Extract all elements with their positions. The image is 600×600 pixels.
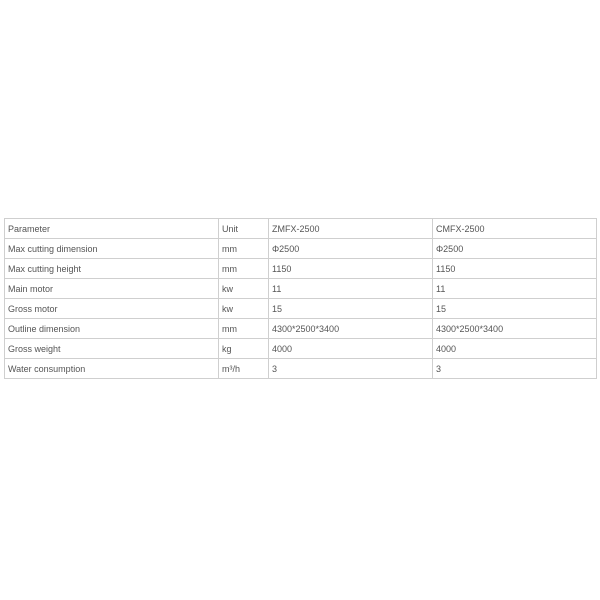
table-row	[5, 279, 597, 299]
row-value-zmfx: 15	[269, 299, 433, 319]
row-parameter: Max cutting height	[5, 259, 219, 279]
row-value-cmfx: 3	[433, 359, 597, 379]
header-parameter: Parameter	[5, 219, 219, 239]
row-value-cmfx: 11	[433, 279, 597, 299]
header-unit: Unit	[219, 219, 269, 239]
row-unit: mm	[219, 319, 269, 339]
row-value-cmfx: 15	[433, 299, 597, 319]
row-parameter: Max cutting dimension	[5, 239, 219, 259]
row-value-cmfx: 4300*2500*3400	[433, 319, 597, 339]
row-value-zmfx: 3	[269, 359, 433, 379]
spec-table	[4, 218, 597, 379]
row-unit: kw	[219, 279, 269, 299]
row-value-zmfx: 11	[269, 279, 433, 299]
row-unit: kg	[219, 339, 269, 359]
table-row	[5, 259, 597, 279]
row-unit: mm	[219, 239, 269, 259]
row-value-zmfx: 4000	[269, 339, 433, 359]
table-row	[5, 239, 597, 259]
row-unit: mm	[219, 259, 269, 279]
header-model-cmfx: CMFX-2500	[433, 219, 597, 239]
row-parameter: Main motor	[5, 279, 219, 299]
row-unit: kw	[219, 299, 269, 319]
table-row	[5, 359, 597, 379]
table-row	[5, 319, 597, 339]
row-value-zmfx: 1150	[269, 259, 433, 279]
row-value-cmfx: Φ2500	[433, 239, 597, 259]
row-parameter: Gross weight	[5, 339, 219, 359]
row-parameter: Gross motor	[5, 299, 219, 319]
row-value-cmfx: 1150	[433, 259, 597, 279]
row-parameter: Outline dimension	[5, 319, 219, 339]
row-unit: m³/h	[219, 359, 269, 379]
row-value-zmfx: 4300*2500*3400	[269, 319, 433, 339]
table-row	[5, 339, 597, 359]
table-row	[5, 299, 597, 319]
row-value-zmfx: Φ2500	[269, 239, 433, 259]
row-value-cmfx: 4000	[433, 339, 597, 359]
row-parameter: Water consumption	[5, 359, 219, 379]
table-header-row	[5, 219, 597, 239]
header-model-zmfx: ZMFX-2500	[269, 219, 433, 239]
